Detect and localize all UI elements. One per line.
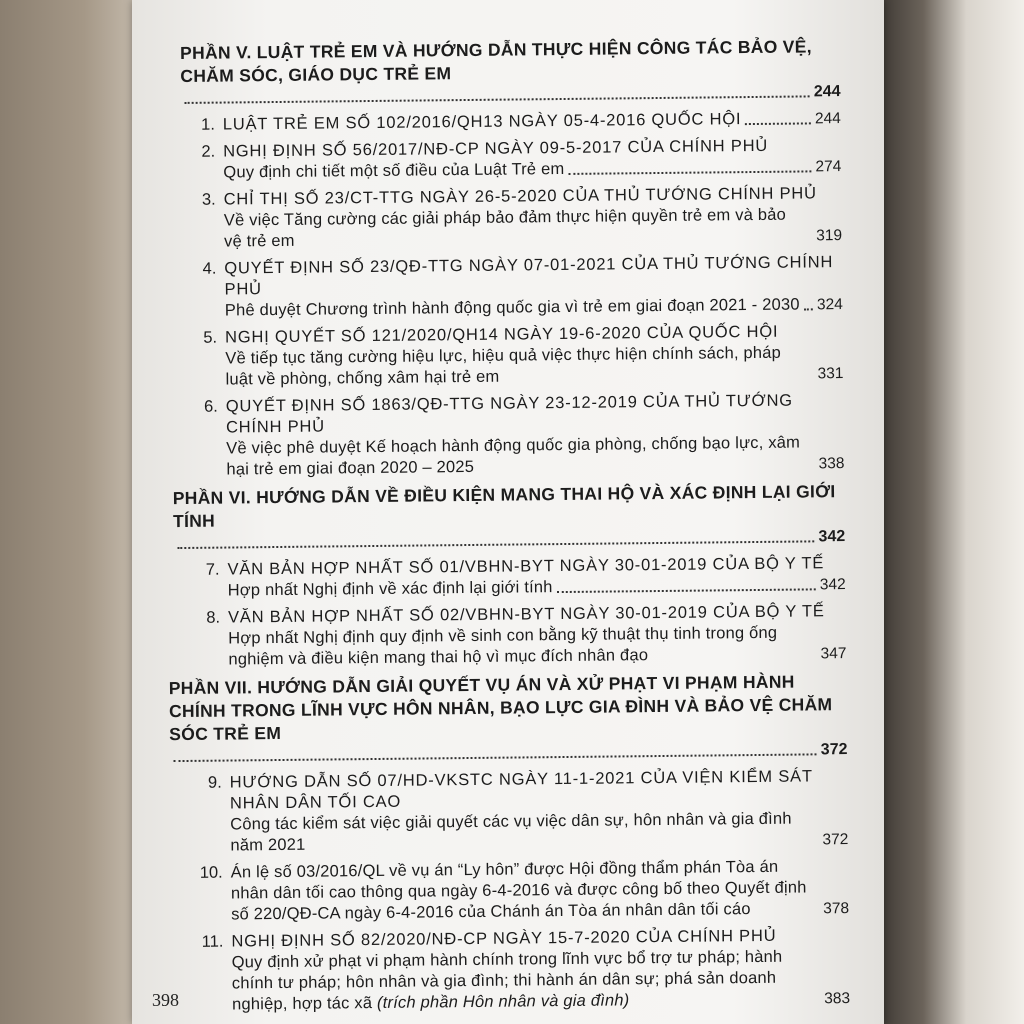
entry-page: 347 (820, 645, 847, 663)
entry-page: 383 (824, 990, 851, 1008)
entry-number: 2. (201, 142, 216, 161)
entry-heading: VĂN BẢN HỢP NHẤT SỐ 02/VBHN-BYT NGÀY 30-01-2019 CỦA BỘ Y TẾ (227, 602, 825, 627)
entry-heading: HƯỚNG DẪN SỐ 07/HD-VKSTC NGÀY 11-1-2021 CỦA VIỆN KIỂM SÁT NHÂN DÂN TỐI CAO (229, 767, 813, 813)
entry-heading: LUẬT TRẺ EM SỐ 102/2016/QH13 NGÀY 05-4-2016 QUỐC HỘI (222, 110, 742, 134)
entry-page: 372 (822, 831, 849, 849)
toc-entry-9 (188, 766, 849, 857)
entry-number: 5. (203, 328, 218, 347)
entry-description: Phê duyệt Chương trình hành động quốc gia vì trẻ em giai đoạn 2021 - 2030 (224, 295, 800, 320)
entry-page: 378 (823, 900, 850, 918)
entry-page: 324 (816, 296, 843, 314)
part-7 (169, 670, 848, 767)
entry-heading: NGHỊ QUYẾT SỐ 121/2020/QH14 NGÀY 19-6-2020 CỦA QUỐC HỘI (225, 322, 779, 347)
toc-entry-11 (189, 925, 850, 1016)
part-6 (173, 480, 846, 554)
entry-description: Án lệ số 03/2016/QL về vụ án “Ly hôn” được Hội đồng thẩm phán Tòa án nhân dân tối cao thông qua ngày 6-4-2016 và được công bố theo Quyết định số 220/QĐ-CA ngày 6-4-2016 của Chánh án Tòa án nhân dân tối cáo (230, 857, 807, 924)
part-title: PHẦN V. LUẬT TRẺ EM VÀ HƯỚNG DẪN THỰC HIỆN CÔNG TÁC BẢO VỆ, CHĂM SÓC, GIÁO DỤC TRẺ EM (180, 36, 812, 86)
toc-entry-10 (189, 856, 850, 926)
entry-heading: VĂN BẢN HỢP NHẤT SỐ 01/VBHN-BYT NGÀY 30-01-2019 CỦA BỘ Y TẾ (227, 554, 825, 579)
entry-description: Quy định xử phạt vi phạm hành chính trong lĩnh vực bổ trợ tư pháp; hành chính tư pháp; hôn nhân và gia đình; thi hành án dân sự; phá sản doanh nghiệp, hợp tác xã (231, 947, 783, 1014)
entry-description: Công tác kiểm sát việc giải quyết các vụ việc dân sự, hôn nhân và gia đình năm 2021 (230, 809, 792, 855)
book-edge (880, 0, 1024, 1024)
entry-heading: CHỈ THỊ SỐ 23/CT-TTG NGÀY 26-5-2020 CỦA THỦ TƯỚNG CHÍNH PHỦ (223, 184, 817, 209)
entry-heading: QUYẾT ĐỊNH SỐ 23/QĐ-TTG NGÀY 07-01-2021 CỦA THỦ TƯỚNG CHÍNH PHỦ (224, 253, 834, 299)
entry-page: 274 (815, 158, 842, 176)
toc-entry-5 (183, 321, 844, 391)
dot-leader (557, 588, 816, 593)
entry-number: 8. (206, 608, 221, 627)
dot-leader (804, 308, 813, 310)
entry-page: 331 (817, 365, 844, 383)
toc-entry-8 (186, 601, 847, 671)
toc-entry-4 (182, 252, 843, 322)
entry-heading: NGHỊ ĐỊNH SỐ 82/2020/NĐ-CP NGÀY 15-7-2020 CỦA CHÍNH PHỦ (231, 926, 777, 951)
dot-leader (185, 94, 810, 104)
entry-page: 319 (816, 227, 843, 245)
book-page (132, 0, 884, 1024)
entry-page: 244 (814, 110, 841, 128)
part-title: PHẦN VII. HƯỚNG DẪN GIẢI QUYẾT VỤ ÁN VÀ XỬ PHẠT VI PHẠM HÀNH CHÍNH TRONG LĨNH VỰC HÔN NHÂN, BẠO LỰC GIA ĐÌNH VÀ BẢO VỆ CHĂM SÓC TRẺ EM (168, 671, 833, 745)
entry-heading: QUYẾT ĐỊNH SỐ 1863/QĐ-TTG NGÀY 23-12-2019 CỦA THỦ TƯỚNG CHÍNH PHỦ (225, 391, 793, 437)
entry-number: 1. (201, 115, 215, 134)
entry-description-note: (trích phần Hôn nhân và gia đình) (376, 991, 630, 1012)
entry-description: Hợp nhất Nghị định về xác định lại giới tính (227, 578, 553, 600)
toc-entry-6 (184, 390, 845, 481)
entry-number: 9. (207, 773, 222, 792)
entry-description: Về việc Tăng cường các giải pháp bảo đảm thực hiện quyền trẻ em và bảo vệ trẻ em (223, 205, 787, 251)
entry-page: 342 (819, 576, 846, 594)
dot-leader (568, 170, 811, 175)
toc-entry-2 (181, 135, 841, 184)
entry-page: 338 (818, 455, 845, 473)
part-page-number: 372 (820, 741, 848, 759)
dot-leader (745, 122, 811, 125)
entry-number: 6. (203, 397, 218, 416)
part-page-number: 342 (818, 528, 846, 546)
dot-leader (174, 752, 817, 762)
toc-entry-3 (182, 183, 843, 253)
page-number: 398 (152, 990, 179, 1010)
entry-description: Quy định chi tiết một số điều của Luật Trẻ em (223, 159, 565, 182)
entry-description: Hợp nhất Nghị định quy định về sinh con bằng kỹ thuật thụ tinh trong ống nghiệm và điều kiện mang thai hộ vì mục đích nhân đạo (228, 623, 778, 669)
dot-leader (177, 539, 814, 549)
table-surface (0, 0, 140, 1024)
entry-heading: NGHỊ ĐỊNH SỐ 56/2017/NĐ-CP NGÀY 09-5-2017 CỦA CHÍNH PHỦ (223, 136, 769, 161)
toc-entry-1 (181, 108, 841, 136)
table-of-contents (168, 35, 851, 1022)
part-title: PHẦN VI. HƯỚNG DẪN VỀ ĐIỀU KIỆN MANG THAI HỘ VÀ XÁC ĐỊNH LẠI GIỚI TÍNH (172, 481, 836, 532)
entry-number: 10. (199, 863, 223, 882)
part-5 (180, 35, 841, 109)
entry-description: Về việc phê duyệt Kế hoạch hành động quốc gia phòng, chống bạo lực, xâm hại trẻ em giai đoạn 2020 – 2025 (226, 433, 801, 479)
part-page-number: 244 (813, 83, 841, 101)
entry-number: 7. (205, 560, 220, 579)
entry-description: Về tiếp tục tăng cường hiệu lực, hiệu quả việc thực hiện chính sách, pháp luật về phòng, chống xâm hại trẻ em (225, 343, 782, 389)
toc-entry-7 (185, 553, 845, 602)
entry-number: 3. (201, 190, 216, 209)
entry-number: 11. (201, 932, 224, 951)
entry-number: 4. (202, 259, 217, 278)
